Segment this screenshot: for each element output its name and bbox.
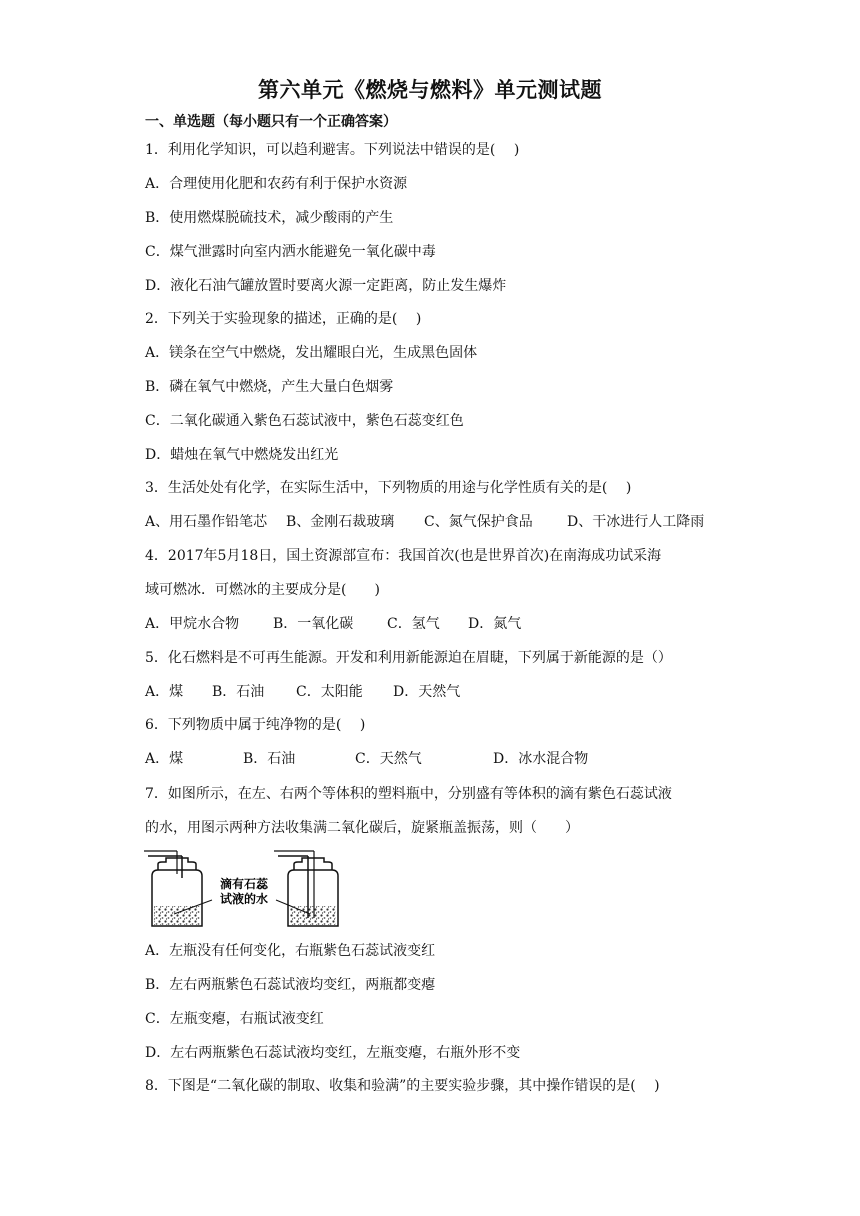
question-5-option-a: A．煤 bbox=[145, 684, 184, 700]
question-2-option-b: B．磷在氧气中燃烧，产生大量白色烟雾 bbox=[145, 379, 394, 395]
question-5-option-c: C．太阳能 bbox=[296, 684, 363, 700]
question-7-option-c: C．左瓶变瘪，右瓶试液变红 bbox=[145, 1011, 324, 1027]
question-5-option-b: B．石油 bbox=[212, 684, 265, 700]
question-7-stem-line-2: 的水，用图示两种方法收集满二氧化碳后，旋紧瓶盖振荡，则（ ） bbox=[145, 820, 579, 836]
question-6-option-c: C．天然气 bbox=[355, 751, 422, 767]
question-2-stem: 2．下列关于实验现象的描述，正确的是( ) bbox=[145, 311, 422, 327]
question-7-option-b: B．左右两瓶紫色石蕊试液均变红，两瓶都变瘪 bbox=[145, 977, 436, 993]
question-4-stem-line-1: 4．2017年5月18日，国土资源部宣布：我国首次(也是世界首次)在南海成功试采海 bbox=[145, 548, 662, 564]
question-6-option-b: B．石油 bbox=[243, 751, 296, 767]
question-3-stem: 3．生活处处有化学，在实际生活中，下列物质的用途与化学性质有关的是( ) bbox=[145, 480, 632, 496]
question-6-stem: 6．下列物质中属于纯净物的是( ) bbox=[145, 717, 366, 733]
question-4-stem-line-2: 域可燃冰．可燃冰的主要成分是( ) bbox=[145, 582, 380, 598]
right-bottle bbox=[274, 851, 338, 926]
question-6-option-a: A．煤 bbox=[145, 751, 184, 767]
section-heading: 一、单选题（每小题只有一个正确答案） bbox=[145, 114, 397, 130]
question-6-option-d: D．冰水混合物 bbox=[493, 751, 589, 767]
question-3-option-c: C、氮气保护食品 bbox=[424, 514, 533, 530]
question-1-stem: 1．利用化学知识，可以趋利避害。下列说法中错误的是( ) bbox=[145, 142, 520, 158]
document-title: 第六单元《燃烧与燃料》单元测试题 bbox=[258, 78, 602, 102]
figure-label-line-1: 滴有石蕊 bbox=[219, 877, 269, 891]
question-1-option-c: C．煤气泄露时向室内洒水能避免一氧化碳中毒 bbox=[145, 244, 436, 260]
question-4-option-d: D．氮气 bbox=[468, 616, 522, 632]
question-7-stem-line-1: 7．如图所示，在左、右两个等体积的塑料瓶中，分别盛有等体积的滴有紫色石蕊试液 bbox=[145, 786, 672, 802]
question-1-option-d: D．液化石油气罐放置时要离火源一定距离，防止发生爆炸 bbox=[145, 278, 507, 294]
question-2-option-c: C．二氧化碳通入紫色石蕊试液中，紫色石蕊变红色 bbox=[145, 413, 464, 429]
question-5-option-d: D．天然气 bbox=[393, 684, 461, 700]
question-2-option-a: A．镁条在空气中燃烧，发出耀眼白光，生成黑色固体 bbox=[145, 345, 478, 361]
question-4-option-b: B．一氧化碳 bbox=[273, 616, 354, 632]
question-1-option-b: B．使用燃煤脱硫技术，减少酸雨的产生 bbox=[145, 210, 394, 226]
bottles-illustration bbox=[140, 848, 340, 930]
left-bottle bbox=[144, 851, 202, 926]
question-5-stem: 5．化石燃料是不可再生能源。开发和利用新能源迫在眉睫，下列属于新能源的是（） bbox=[145, 650, 672, 666]
question-8-stem: 8．下图是“二氧化碳的制取、收集和验满”的主要实验步骤，其中操作错误的是( ) bbox=[145, 1078, 660, 1094]
question-1-option-a: A．合理使用化肥和农药有利于保护水资源 bbox=[145, 176, 408, 192]
question-7-option-a: A．左瓶没有任何变化，右瓶紫色石蕊试液变红 bbox=[145, 943, 436, 959]
question-3-option-d: D、干冰进行人工降雨 bbox=[567, 514, 705, 530]
question-4-option-a: A．甲烷水合物 bbox=[145, 616, 240, 632]
figure-label-line-2: 试液的水 bbox=[219, 892, 269, 906]
bottles-figure bbox=[140, 848, 340, 930]
question-3-option-a: A、用石墨作铅笔芯 bbox=[145, 514, 268, 530]
question-3-option-b: B、金刚石裁玻璃 bbox=[286, 514, 395, 530]
question-7-option-d: D．左右两瓶紫色石蕊试液均变红，左瓶变瘪，右瓶外形不变 bbox=[145, 1045, 521, 1061]
question-2-option-d: D．蜡烛在氧气中燃烧发出红光 bbox=[145, 447, 339, 463]
question-4-option-c: C．氢气 bbox=[387, 616, 440, 632]
